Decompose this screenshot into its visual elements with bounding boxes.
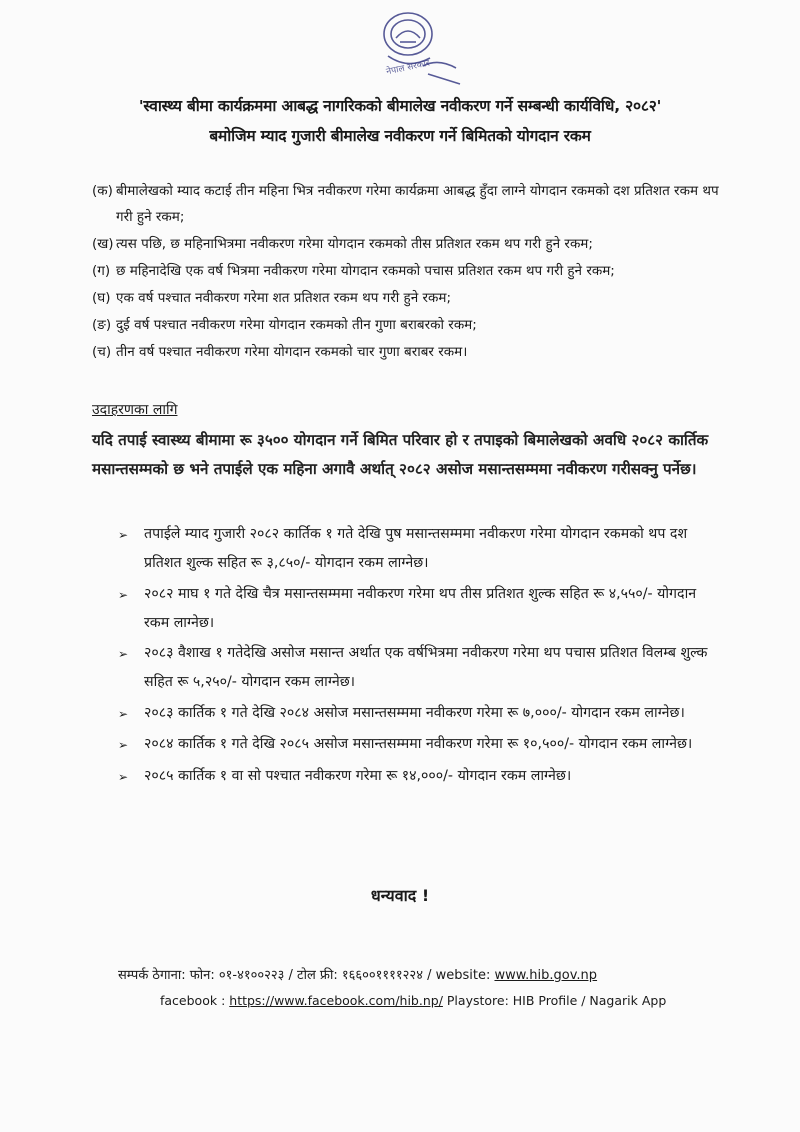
example-bullet-item bbox=[118, 520, 718, 578]
rule-marker: (ख) bbox=[92, 236, 114, 252]
rule-text: छ महिनादेखि एक वर्ष भित्रमा नवीकरण गरेमा योगदान रकमको पचास प्रतिशत रकम थप गरी हुने रकम; bbox=[116, 263, 615, 279]
document-title-line-1: 'स्वास्थ्य बीमा कार्यक्रममा आबद्ध नागरिकको बीमालेख नवीकरण गर्ने सम्बन्धी कार्यविधि, २०८२' bbox=[138, 97, 662, 115]
rule-marker: (च) bbox=[92, 344, 112, 360]
example-bullet-item bbox=[118, 762, 718, 792]
rule-marker: (ग) bbox=[92, 263, 111, 279]
arrow-bullet-icon: ➢ bbox=[118, 706, 129, 721]
rules-list bbox=[92, 178, 732, 366]
social-info bbox=[160, 993, 666, 1008]
rule-item bbox=[92, 178, 732, 230]
arrow-bullet-icon: ➢ bbox=[118, 738, 129, 752]
rule-marker: (घ) bbox=[92, 290, 111, 306]
arrow-bullet-icon: ➢ bbox=[118, 647, 129, 661]
bullet-text: २०८२ माघ १ गते देखि चैत्र मसान्तसम्ममा नवीकरण गरेमा थप तीस प्रतिशत शुल्क सहित रू ४,५५०/- योगदान रकम लाग्नेछ। bbox=[144, 585, 697, 631]
rule-item bbox=[92, 258, 732, 284]
example-intro: यदि तपाई स्वास्थ्य बीमामा रू ३५०० योगदान गर्ने बिमित परिवार हो र तपाइको बिमालेखको अवधि २०८२ कार्तिक मसान्तसम्मको छ भने तपाईले एक महिना अगावै अर्थात् २०८२ असोज मसान्तसम्ममा नवीकरण गरीसक्नु पर्नेछ। bbox=[92, 431, 709, 478]
example-bullet-item bbox=[118, 580, 718, 638]
rule-item bbox=[92, 312, 732, 338]
document-title-line-2: बमोजिम म्याद गुजारी बीमालेख नवीकरण गर्ने बिमितको योगदान रकम bbox=[209, 127, 591, 145]
contact-info bbox=[118, 965, 597, 983]
example-bullet-item bbox=[118, 730, 718, 760]
bullet-text: २०८३ कार्तिक १ गते देखि २०८४ असोज मसान्तसम्ममा नवीकरण गरेमा रू ७,०००/- योगदान रकम लाग्नेछ। bbox=[144, 704, 685, 721]
thank-you-text: धन्यवाद ! bbox=[370, 886, 430, 905]
arrow-bullet-icon: ➢ bbox=[118, 528, 129, 542]
facebook-link[interactable]: https://www.facebook.com/hib.np/ bbox=[229, 993, 443, 1008]
rule-text: त्यस पछि, छ महिनाभित्रमा नवीकरण गरेमा योगदान रकमको तीस प्रतिशत रकम थप गरी हुने रकम; bbox=[116, 236, 593, 252]
rule-item bbox=[92, 339, 732, 365]
svg-text:नेपाल सरकार: नेपाल सरकार bbox=[385, 58, 431, 78]
rule-marker: (क) bbox=[92, 183, 113, 199]
contact-details: सम्पर्क ठेगाना: फोन: ०१-४१००२२३ / टोल फ्री: १६६००११११२२४ / website: bbox=[118, 968, 495, 983]
facebook-label: facebook : bbox=[160, 993, 230, 1008]
rule-text: दुई वर्ष पश्चात नवीकरण गरेमा योगदान रकमको तीन गुणा बराबरको रकम; bbox=[116, 317, 477, 333]
example-heading: उदाहरणका लागि bbox=[92, 402, 178, 418]
rule-text: तीन वर्ष पश्चात नवीकरण गरेमा योगदान रकमको चार गुणा बराबर रकम। bbox=[116, 344, 468, 360]
playstore-text: Playstore: HIB Profile / Nagarik App bbox=[442, 993, 667, 1008]
example-bullet-item bbox=[118, 639, 718, 697]
arrow-bullet-icon: ➢ bbox=[118, 769, 129, 784]
example-bullet-item bbox=[118, 699, 718, 729]
example-bullet-list bbox=[118, 520, 718, 793]
bullet-text: २०८३ वैशाख १ गतेदेखि असोज मसान्त अर्थात एक वर्षभित्रमा नवीकरण गरेमा थप पचास प्रतिशत विलम्ब शुल्क सहित रू ५,२५०/- योगदान रकम लाग्नेछ। bbox=[144, 645, 708, 690]
arrow-bullet-icon: ➢ bbox=[118, 587, 129, 602]
rule-marker: (ङ) bbox=[92, 317, 112, 333]
bullet-text: २०८५ कार्तिक १ वा सो पश्चात नवीकरण गरेमा रू १४,०००/- योगदान रकम लाग्नेछ। bbox=[144, 767, 572, 784]
bullet-text: तपाईले म्याद गुजारी २०८२ कार्तिक १ गते देखि पुष मसान्तसम्ममा नवीकरण गरेमा योगदान रकमको थप दश प्रतिशत शुल्क सहित रू ३,८५०/- योगदान रकम लाग्नेछ। bbox=[144, 526, 688, 571]
rule-item bbox=[92, 231, 732, 257]
rule-text: बीमालेखको म्याद कटाई तीन महिना भित्र नवीकरण गरेमा कार्यक्रमा आबद्ध हुँदा लाग्ने योगदान रकमको दश प्रतिशत रकम थप गरी हुने रकम; bbox=[116, 183, 719, 225]
website-link[interactable]: www.hib.gov.np bbox=[494, 968, 598, 983]
bullet-text: २०८४ कार्तिक १ गते देखि २०८५ असोज मसान्तसम्ममा नवीकरण गरेमा रू १०,५००/- योगदान रकम लाग्नेछ। bbox=[144, 736, 693, 752]
rule-item bbox=[92, 285, 732, 311]
rule-text: एक वर्ष पश्चात नवीकरण गरेमा शत प्रतिशत रकम थप गरी हुने रकम; bbox=[116, 290, 452, 306]
government-seal-stamp bbox=[368, 8, 468, 92]
